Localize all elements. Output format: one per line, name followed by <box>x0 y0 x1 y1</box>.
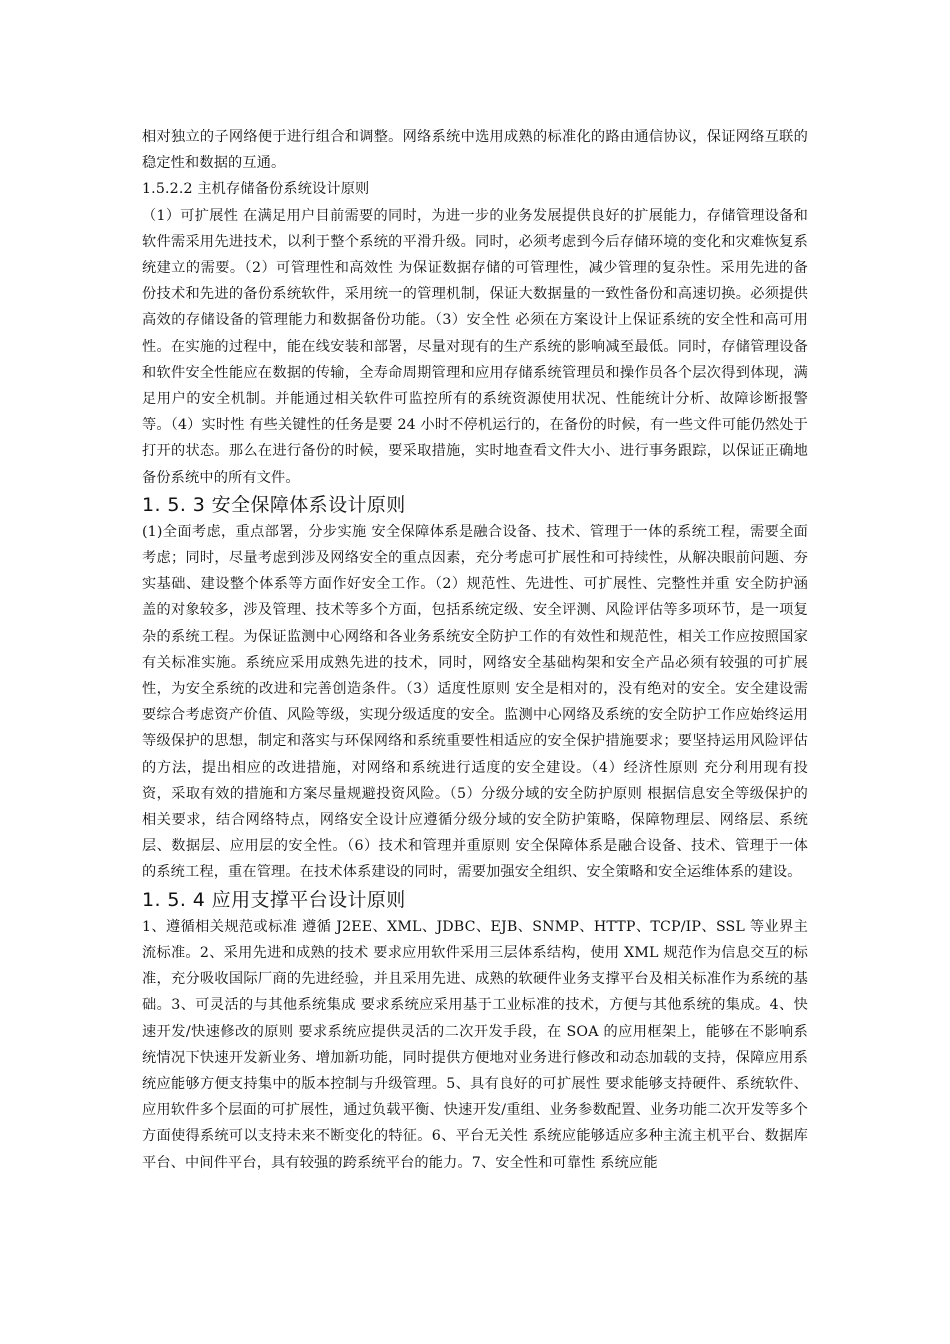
intro-paragraph: 相对独立的子网络便于进行组合和调整。网络系统中选用成熟的标准化的路由通信协议，保证网络互联的稳定性和数据的互通。 <box>142 129 808 172</box>
section-1-5-3-heading: 1. 5. 3 安全保障体系设计原则 <box>142 493 406 516</box>
section-1-5-2-2-body: （1）可扩展性 在满足用户目前需要的同时，为进一步的业务发展提供良好的扩展能力，存储管理设备和软件需采用先进技术，以利于整个系统的平滑升级。同时，必须考虑到今后存储环境的变化和灾难恢复系统建立的需要。（2）可管理性和高效性 为保证数据存储的可管理性，减少管理的复杂性。采用先进的备份技术和先进的备份系统软件，采用统一的管理机制，保证大数据量的一致性备份和高速切换。必须提供高效的存储设备的管理能力和数据备份功能。（3）安全性 必须在方案设计上保证系统的安全性和高可用性。在实施的过程中，能在线安装和部署，尽量对现有的生产系统的影响减至最低。同时，存储管理设备和软件安全性能应在数据的传输，全寿命周期管理和应用存储系统管理员和操作员各个层次得到体现，满足用户的安全机制。并能通过相关软件可监控所有的系统资源使用状况、性能统计分析、故障诊断报警等。（4）实时性 有些关键性的任务是要 24 小时不停机运行的，在备份的时候，有一些文件可能仍然处于打开的状态。那么在进行备份的时候，要采取措施，实时地查看文件大小、进行事务跟踪，以保证正确地备份系统中的所有文件。 <box>142 207 808 486</box>
section-1-5-4-body: 1、遵循相关规范或标准 遵循 J2EE、XML、JDBC、EJB、SNMP、HTTP、TCP/IP、SSL 等业界主流标准。2、采用先进和成熟的技术 要求应用软件采用三层体系结构，使用 XML 规范作为信息交互的标准，充分吸收国际厂商的先进经验，并且采用先进、成熟的软硬件业务支撑平台及相关标准作为系统的基础。3、可灵活的与其他系统集成 要求系统应采用基于工业标准的技术，方便与其他系统的集成。4、快速开发/快速修改的原则 要求系统应提供灵活的二次开发手段，在 SOA 的应用框架上，能够在不影响系统情况下快速开发新业务、增加新功能，同时提供方便地对业务进行修改和动态加载的支持，保障应用系统应能够方便支持集中的版本控制与升级管理。5、具有良好的可扩展性 要求能够支持硬件、系统软件、应用软件多个层面的可扩展性，通过负载平衡、快速开发/重组、业务参数配置、业务功能二次开发等多个方面使得系统可以支持未来不断变化的特征。6、平台无关性 系统应能够适应多种主流主机平台、数据库平台、中间件平台，具有较强的跨系统平台的能力。7、安全性和可靠性 系统应能 <box>142 918 808 1171</box>
section-1-5-3-body: (1)全面考虑，重点部署，分步实施 安全保障体系是融合设备、技术、管理于一体的系统工程，需要全面考虑；同时，尽量考虑到涉及网络安全的重点因素，充分考虑可扩展性和可持续性，从解决眼前问题、夯实基础、建设整个体系等方面作好安全工作。（2）规范性、先进性、可扩展性、完整性并重 安全防护涵盖的对象较多，涉及管理、技术等多个方面，包括系统定级、安全评测、风险评估等多项环节，是一项复杂的系统工程。为保证监测中心网络和各业务系统安全防护工作的有效性和规范性，相关工作应按照国家有关标准实施。系统应采用成熟先进的技术，同时，网络安全基础构架和安全产品必须有较强的可扩展性，为安全系统的改进和完善创造条件。（3）适度性原则 安全是相对的，没有绝对的安全。安全建设需要综合考虑资产价值、风险等级，实现分级适度的安全。监测中心网络及系统的安全防护工作应始终运用等级保护的思想，制定和落实与环保网络和系统重要性相适应的安全保护措施要求；要坚持运用风险评估的方法，提出相应的改进措施，对网络和系统进行适度的安全建设。（4）经济性原则 充分利用现有投资，采取有效的措施和方案尽量规避投资风险。（5）分级分域的安全防护原则 根据信息安全等级保护的相关要求，结合网络特点，网络安全设计应遵循分级分域的安全防护策略，保障物理层、网络层、系统层、数据层、应用层的安全性。（6）技术和管理并重原则 安全保障体系是融合设备、技术、管理于一体的系统工程，重在管理。在技术体系建设的同时，需要加强安全组织、安全策略和安全运维体系的建设。 <box>142 523 808 881</box>
document-page <box>142 124 808 1176</box>
section-1-5-2-2-title: 1.5.2.2 主机存储备份系统设计原则 <box>142 181 370 198</box>
section-1-5-4-heading: 1. 5. 4 应用支撑平台设计原则 <box>142 888 406 911</box>
